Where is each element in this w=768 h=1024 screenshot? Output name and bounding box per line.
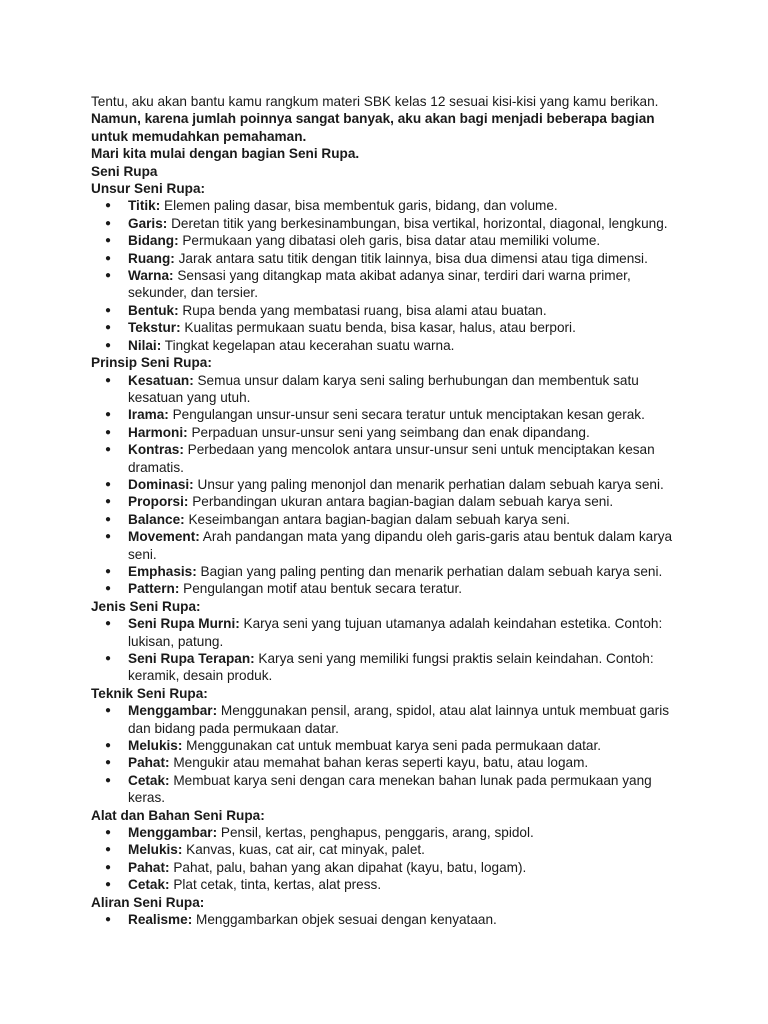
list-item	[91, 337, 691, 354]
item-term: Warna:	[128, 268, 174, 284]
list-item	[91, 702, 691, 737]
teknik-list	[91, 702, 691, 806]
item-desc: Pengulangan motif atau bentuk secara teratur.	[179, 581, 463, 597]
item-desc: Pengulangan unsur-unsur seni secara teratur untuk menciptakan kesan gerak.	[168, 407, 645, 423]
item-term: Seni Rupa Murni:	[128, 616, 240, 632]
list-item	[91, 859, 691, 876]
item-term: Bentuk:	[128, 302, 179, 318]
unsur-list	[91, 197, 691, 354]
item-term: Dominasi:	[128, 476, 194, 492]
item-desc: Deretan titik yang berkesinambungan, bisa vertikal, horizontal, diagonal, lengkung.	[167, 215, 668, 231]
item-term: Titik:	[128, 198, 161, 214]
item-term: Tekstur:	[128, 320, 181, 336]
item-term: Melukis:	[128, 738, 183, 754]
list-item	[91, 754, 691, 771]
list-item	[91, 911, 691, 928]
alat-bahan-list	[91, 824, 691, 894]
item-term: Balance:	[128, 511, 185, 527]
item-desc: Kualitas permukaan suatu benda, bisa kasar, halus, atau berpori.	[180, 320, 576, 336]
list-item	[91, 372, 691, 407]
intro-bold-text: Namun, karena jumlah poinnya sangat banyak, aku akan bagi menjadi beberapa bagian untuk memudahkan pemahaman.	[91, 111, 655, 144]
list-item	[91, 876, 691, 893]
jenis-list	[91, 615, 691, 685]
item-desc: Plat cetak, tinta, kertas, alat press.	[169, 877, 382, 893]
list-item	[91, 563, 691, 580]
item-term: Melukis:	[128, 842, 183, 858]
item-desc: Jarak antara satu titik dengan titik lainnya, bisa dua dimensi atau tiga dimensi.	[174, 250, 648, 266]
list-item	[91, 197, 691, 214]
list-item	[91, 615, 691, 650]
start-line: Mari kita mulai dengan bagian Seni Rupa.	[91, 146, 360, 162]
list-item	[91, 737, 691, 754]
list-item	[91, 302, 691, 319]
item-term: Cetak:	[128, 877, 170, 893]
section-heading-aliran: Aliran Seni Rupa:	[91, 894, 205, 910]
item-term: Irama:	[128, 407, 169, 423]
list-item	[91, 528, 691, 563]
item-desc: Perpaduan unsur-unsur seni yang seimbang dan enak dipandang.	[187, 424, 590, 440]
list-item	[91, 476, 691, 493]
item-term: Kontras:	[128, 442, 184, 458]
item-desc: Karya seni yang memiliki fungsi praktis selain keindahan. Contoh: keramik, desain produk.	[128, 651, 654, 684]
intro-text: Tentu, aku akan bantu kamu rangkum materi SBK kelas 12 sesuai kisi-kisi yang kamu berikan.	[91, 94, 659, 109]
section-heading-jenis: Jenis Seni Rupa:	[91, 598, 201, 614]
list-item	[91, 650, 691, 685]
item-term: Nilai:	[128, 337, 162, 353]
list-item	[91, 824, 691, 841]
list-item	[91, 215, 691, 232]
item-term: Menggambar:	[128, 825, 218, 841]
list-item	[91, 772, 691, 807]
item-term: Pahat:	[128, 859, 170, 875]
item-term: Seni Rupa Terapan:	[128, 651, 255, 666]
item-term: Movement:	[128, 529, 200, 545]
item-desc: Menggunakan pensil, arang, spidol, atau alat lainnya untuk membuat garis dan bidang pada permukaan datar.	[128, 703, 670, 736]
item-desc: Pahat, palu, bahan yang akan dipahat (kayu, batu, logam).	[169, 859, 527, 875]
list-item	[91, 232, 691, 249]
item-desc: Unsur yang paling menonjol dan menarik perhatian dalam sebuah karya seni.	[193, 476, 664, 492]
document-page	[91, 93, 691, 929]
list-item	[91, 493, 691, 510]
item-term: Pattern:	[128, 581, 180, 597]
item-desc: Bagian yang paling penting dan menarik perhatian dalam sebuah karya seni.	[196, 563, 663, 579]
item-term: Proporsi:	[128, 494, 189, 510]
item-desc: Permukaan yang dibatasi oleh garis, bisa datar atau memiliki volume.	[178, 233, 601, 249]
item-term: Emphasis:	[128, 563, 197, 579]
section-heading-alat-bahan: Alat dan Bahan Seni Rupa:	[91, 807, 265, 823]
section-heading-prinsip: Prinsip Seni Rupa:	[91, 355, 212, 371]
item-desc: Menggambarkan objek sesuai dengan kenyataan.	[192, 912, 497, 928]
item-desc: Arah pandangan mata yang dipandu oleh garis-garis atau bentuk dalam karya seni.	[128, 529, 673, 562]
item-desc: Keseimbangan antara bagian-bagian dalam sebuah karya seni.	[184, 511, 571, 527]
list-item	[91, 424, 691, 441]
section-heading-unsur: Unsur Seni Rupa:	[91, 181, 206, 197]
item-desc: Pensil, kertas, penghapus, penggaris, arang, spidol.	[217, 825, 534, 841]
list-item	[91, 441, 691, 476]
item-term: Harmoni:	[128, 424, 188, 440]
item-desc: Perbedaan yang mencolok antara unsur-unsur seni untuk menciptakan kesan dramatis.	[128, 442, 655, 475]
item-desc: Semua unsur dalam karya seni saling berhubungan dan membentuk satu kesatuan yang utuh.	[128, 372, 639, 405]
item-desc: Mengukir atau memahat bahan keras seperti kayu, batu, atau logam.	[169, 755, 589, 771]
item-desc: Perbandingan ukuran antara bagian-bagian dalam sebuah karya seni.	[188, 494, 614, 510]
item-term: Realisme:	[128, 912, 193, 928]
part-title: Seni Rupa	[91, 163, 158, 179]
item-desc: Sensasi yang ditangkap mata akibat adanya sinar, terdiri dari warna primer, sekunder, dan tersier.	[128, 268, 631, 301]
item-desc: Karya seni yang tujuan utamanya adalah keindahan estetika. Contoh: lukisan, patung.	[128, 616, 663, 649]
item-desc: Elemen paling dasar, bisa membentuk garis, bidang, dan volume.	[160, 198, 558, 214]
prinsip-list	[91, 372, 691, 598]
list-item	[91, 267, 691, 302]
item-term: Pahat:	[128, 755, 170, 771]
list-item	[91, 250, 691, 267]
item-term: Kesatuan:	[128, 372, 194, 388]
list-item	[91, 319, 691, 336]
item-term: Garis:	[128, 215, 168, 231]
item-desc: Kanvas, kuas, cat air, cat minyak, palet.	[182, 842, 425, 858]
item-desc: Tingkat kegelapan atau kecerahan suatu warna.	[161, 337, 455, 353]
aliran-list	[91, 911, 691, 928]
item-term: Bidang:	[128, 233, 179, 249]
item-desc: Rupa benda yang membatasi ruang, bisa alami atau buatan.	[178, 302, 547, 318]
list-item	[91, 511, 691, 528]
item-desc: Membuat karya seni dengan cara menekan bahan lunak pada permukaan yang keras.	[128, 772, 652, 806]
item-term: Ruang:	[128, 250, 175, 266]
section-heading-teknik: Teknik Seni Rupa:	[91, 685, 208, 701]
list-item	[91, 841, 691, 858]
list-item	[91, 406, 691, 423]
item-term: Menggambar:	[128, 703, 218, 719]
list-item	[91, 580, 691, 597]
item-term: Cetak:	[128, 772, 170, 788]
item-desc: Menggunakan cat untuk membuat karya seni pada permukaan datar.	[182, 738, 602, 754]
